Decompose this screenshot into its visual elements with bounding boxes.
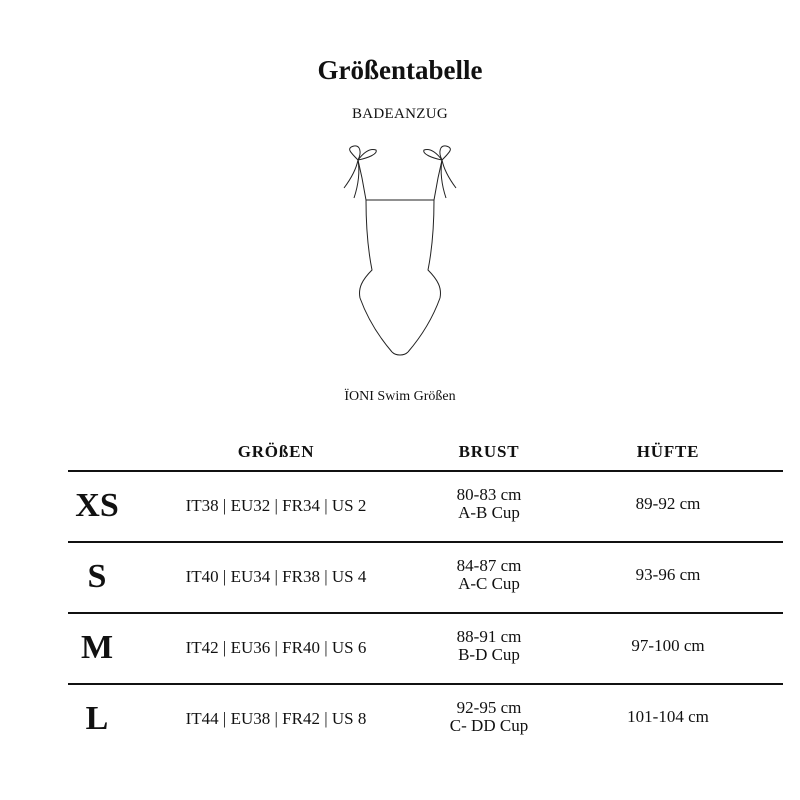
- size-table: [68, 436, 783, 754]
- bust-measurement: 88-91 cm: [456, 627, 522, 646]
- product-type-label: BADEANZUG: [351, 106, 449, 122]
- table-row: [68, 614, 783, 685]
- swimsuit-illustration: [340, 140, 460, 360]
- table-row: [68, 685, 783, 754]
- header-hip: HÜFTE: [636, 442, 700, 461]
- page-title: Größentabelle: [317, 55, 483, 85]
- size-label: L: [85, 700, 109, 737]
- size-label: M: [80, 629, 114, 666]
- cup-size: A-C Cup: [458, 574, 520, 593]
- size-conversions: IT38 | EU32 | FR34 | US 2: [185, 496, 367, 515]
- table-row: [68, 472, 783, 543]
- hip-measurement: 89-92 cm: [635, 494, 701, 513]
- bust-cell: [418, 699, 560, 735]
- bust-cell: [418, 628, 560, 664]
- hip-measurement: 93-96 cm: [635, 565, 701, 584]
- cup-size: C- DD Cup: [449, 716, 529, 735]
- size-conversions: IT44 | EU38 | FR42 | US 8: [185, 709, 367, 728]
- brand-caption: ÏONI Swim Größen: [344, 389, 456, 404]
- bust-measurement: 84-87 cm: [456, 556, 522, 575]
- bust-cell: [418, 486, 560, 522]
- size-conversions: IT42 | EU36 | FR40 | US 6: [185, 638, 367, 657]
- cup-size: A-B Cup: [458, 503, 520, 522]
- bust-cell: [418, 557, 560, 593]
- hip-measurement: 97-100 cm: [631, 636, 705, 655]
- size-label: S: [87, 558, 107, 595]
- header-bust: BRUST: [458, 442, 520, 461]
- size-conversions: IT40 | EU34 | FR38 | US 4: [185, 567, 367, 586]
- size-label: XS: [75, 487, 119, 524]
- hip-measurement: 101-104 cm: [627, 707, 709, 726]
- header-sizes: GRÖßEN: [237, 442, 315, 461]
- cup-size: B-D Cup: [458, 645, 520, 664]
- table-header: [68, 436, 783, 472]
- bust-measurement: 92-95 cm: [456, 698, 522, 717]
- bust-measurement: 80-83 cm: [456, 485, 522, 504]
- table-row: [68, 543, 783, 614]
